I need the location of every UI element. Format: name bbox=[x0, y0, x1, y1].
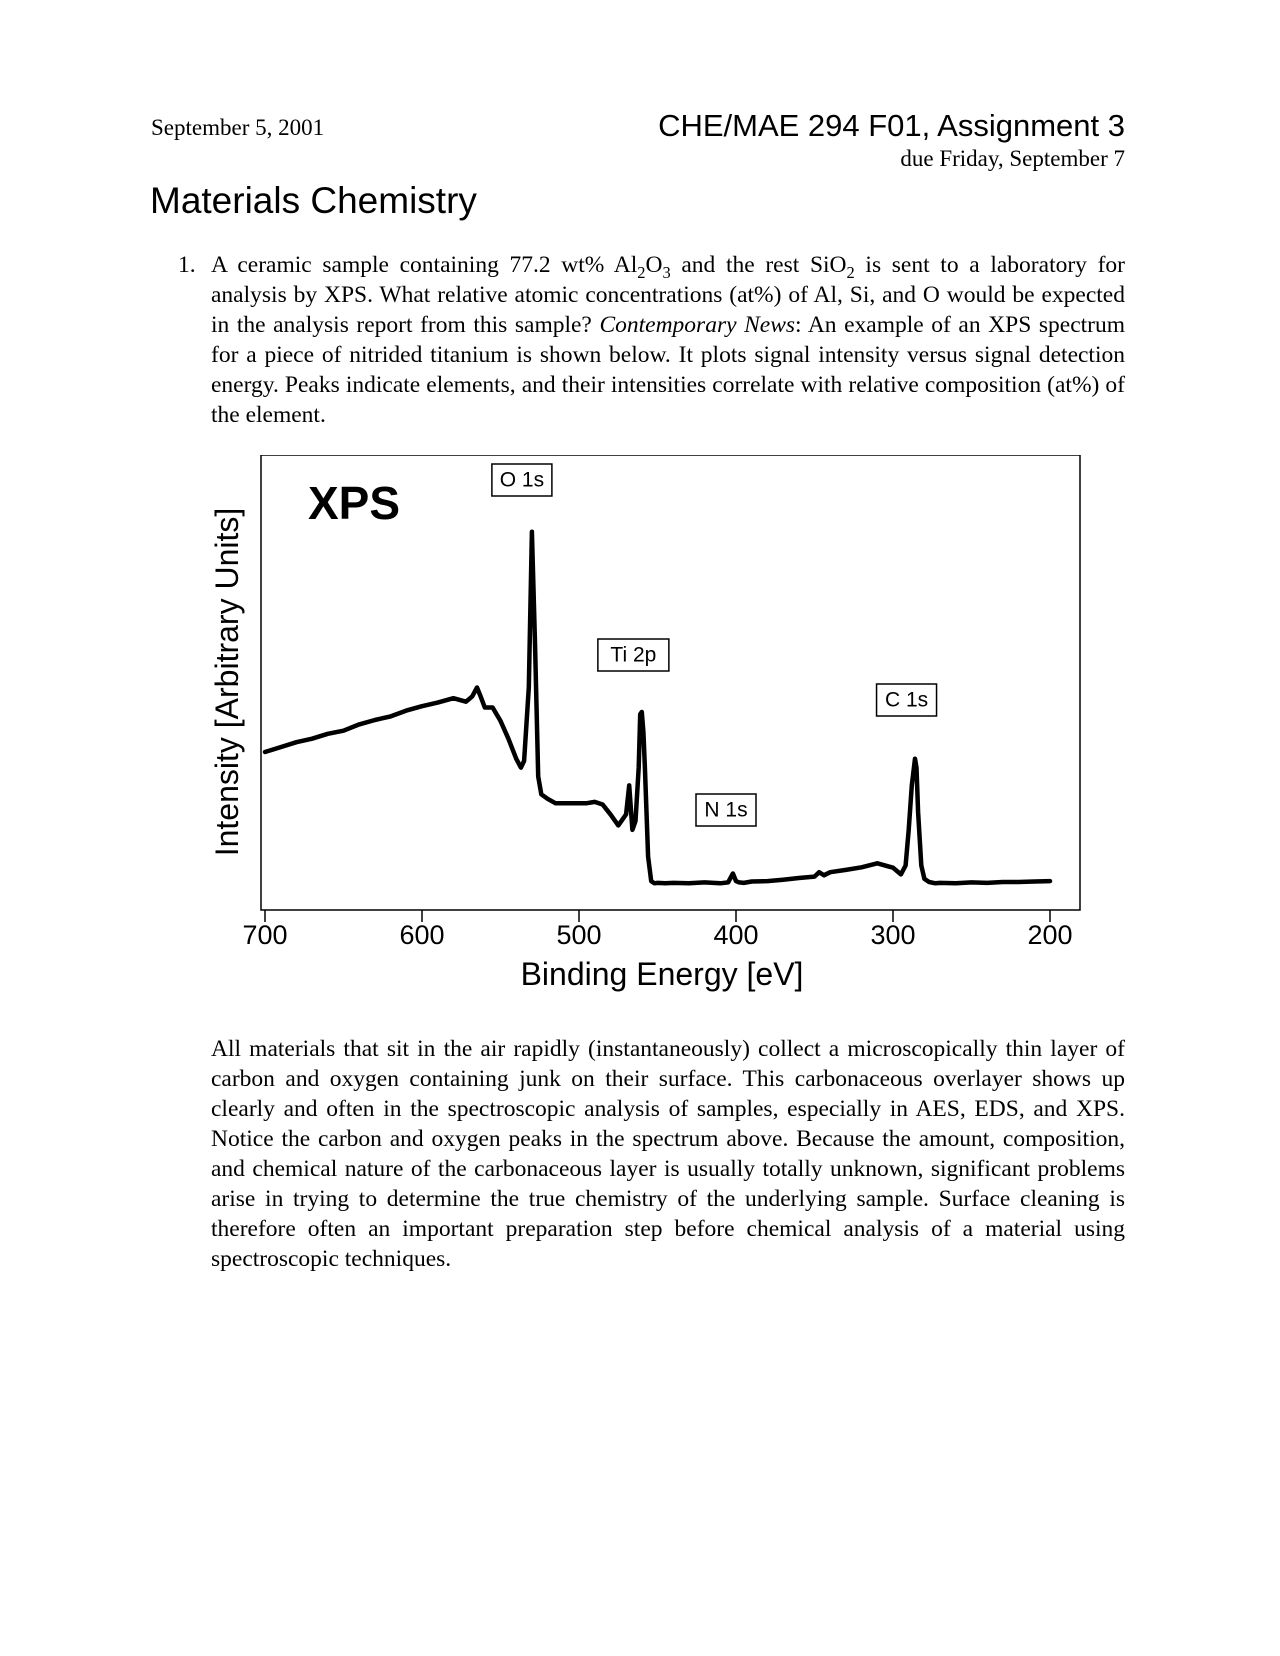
contemporary-news-label: Contemporary News bbox=[599, 312, 796, 338]
xps-spectrum-chart bbox=[200, 455, 1140, 1040]
document-title: Materials Chemistry bbox=[150, 180, 477, 221]
q1-text-part: is sent to a laboratory for analysis by XPS. What relative atomic concentrations (at%) of Al, Si, and O would be expected in the analysis report from this sample? bbox=[211, 252, 1125, 338]
q1-text-part: and the rest SiO bbox=[670, 252, 847, 278]
subscript: 2 bbox=[846, 262, 855, 282]
peak-label: C 1s bbox=[884, 688, 929, 712]
subscript: 2 bbox=[637, 262, 646, 282]
due-date: due Friday, September 7 bbox=[900, 146, 1125, 171]
x-tick-label: 700 bbox=[242, 920, 288, 951]
x-tick-label: 300 bbox=[870, 920, 916, 951]
x-tick-label: 400 bbox=[713, 920, 759, 951]
q1-text-part: : An example of an XPS spectrum for a piece of nitrided titanium is shown below. It plots signal intensity versus signal detection energy. Peaks indicate elements, and their intensities correlate with relative composition (at%) of the element. bbox=[211, 312, 1126, 428]
question-1-text bbox=[211, 250, 1125, 430]
subscript: 3 bbox=[662, 262, 671, 282]
document-date: September 5, 2001 bbox=[151, 115, 325, 140]
q1-text-part: O bbox=[645, 252, 663, 278]
chart-title: XPS bbox=[308, 477, 401, 529]
course-assignment-title: CHE/MAE 294 F01, Assignment 3 bbox=[658, 108, 1125, 143]
q1-text-part: A ceramic sample containing 77.2 wt% Al bbox=[211, 252, 638, 278]
y-axis-label: Intensity [Arbitrary Units] bbox=[209, 507, 245, 857]
peak-label: N 1s bbox=[704, 798, 748, 822]
peak-annotations bbox=[492, 464, 937, 826]
peak-label: Ti 2p bbox=[610, 643, 657, 667]
question-number: 1. bbox=[178, 252, 196, 278]
x-axis-label: Binding Energy [eV] bbox=[520, 956, 804, 992]
x-tick-label: 500 bbox=[556, 920, 602, 951]
peak-label: O 1s bbox=[499, 468, 545, 492]
x-tick-label: 200 bbox=[1027, 920, 1073, 951]
carbon-overlayer-paragraph: All materials that sit in the air rapidly (instantaneously) collect a microscopically thin layer of carbon and oxygen containing junk on their surface. This carbonaceous overlayer shows up clearly and often in the spectroscopic analysis of samples, especially in AES, EDS, and XPS. Notice the carbon and oxygen peaks in the spectrum above. Because the amount, composition, and chemical nature of the carbonaceous layer is usually totally unknown, significant problems arise in trying to determine the true chemistry of the underlying sample. Surface cleaning is therefore often an important preparation step before chemical analysis of a material using spectroscopic techniques. bbox=[211, 1036, 1125, 1272]
x-tick-label: 600 bbox=[399, 920, 445, 951]
x-axis bbox=[242, 910, 1072, 950]
